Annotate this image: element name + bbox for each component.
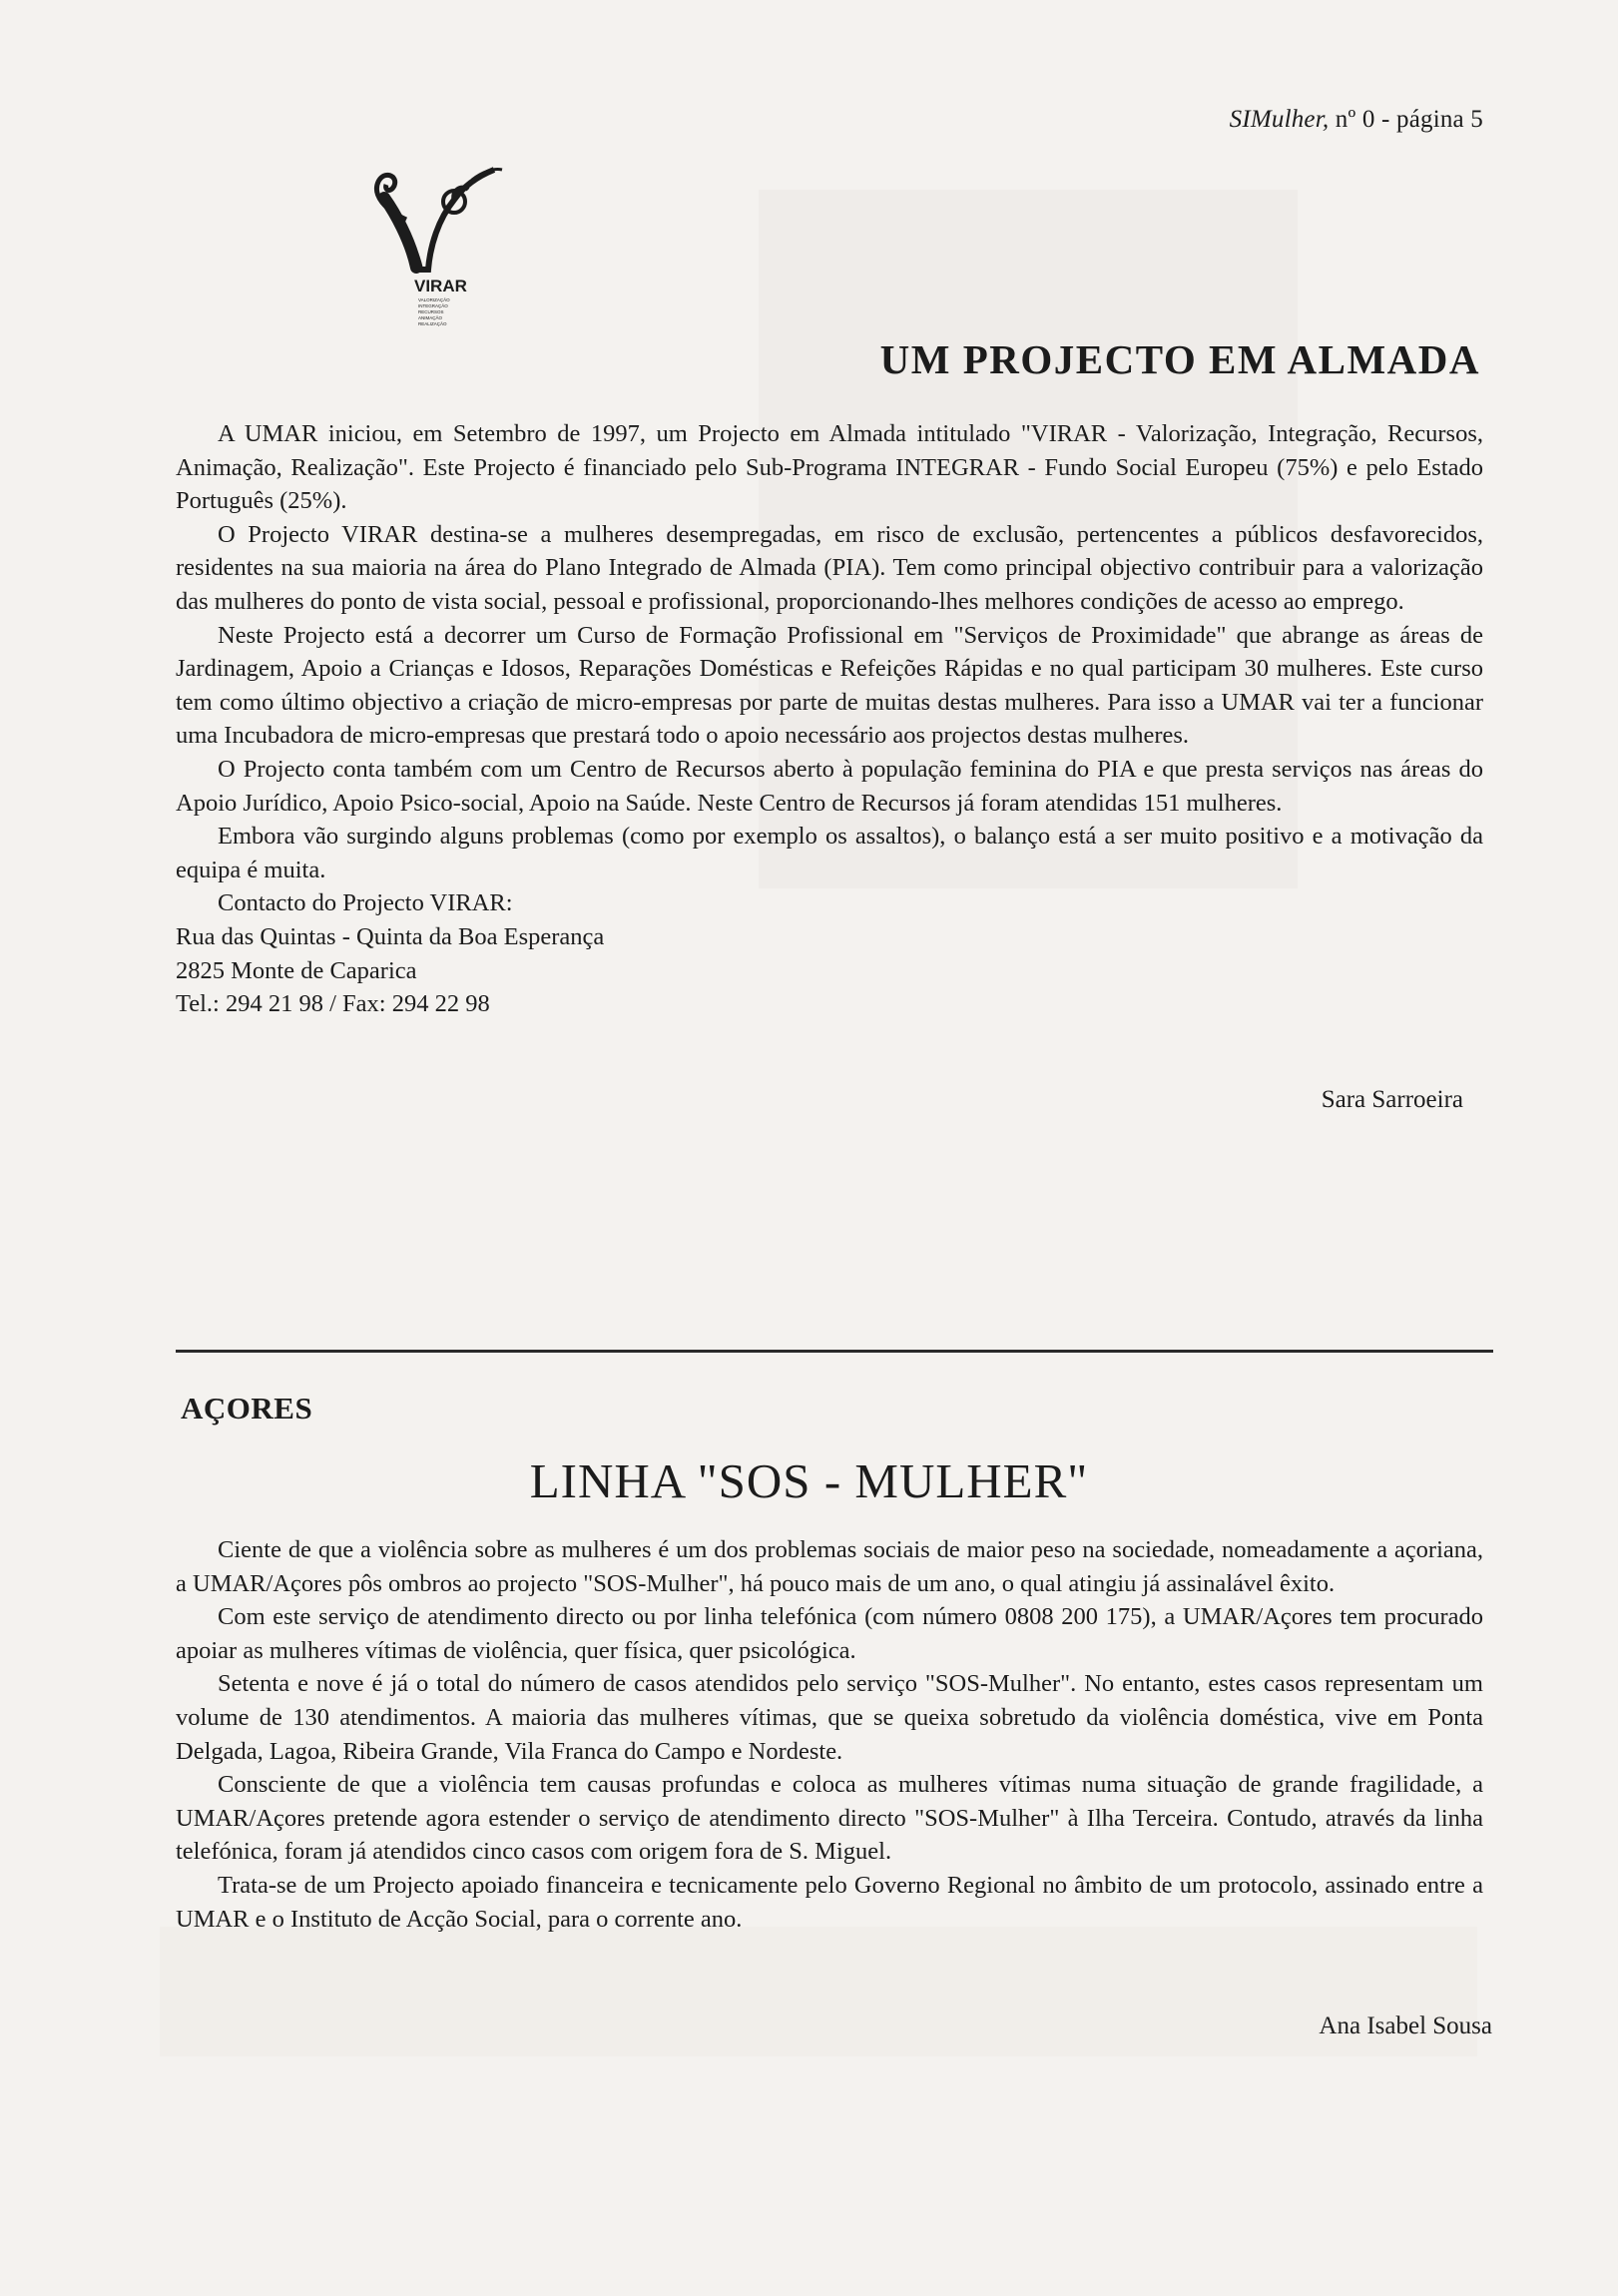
contact-postal: 2825 Monte de Caparica — [176, 956, 417, 984]
article-paragraph: Com este serviço de atendimento directo ou por linha telefónica (com número 0808 200 175), a UMAR/Açores tem procurado apoiar as mulheres vítimas de violência, quer física, quer psicológica. — [176, 1603, 1483, 1664]
article-body — [176, 1533, 1483, 1936]
publication-name: SIMulher, — [1229, 106, 1330, 133]
article-title: LINHA "SOS - MULHER" — [529, 1453, 1089, 1508]
virar-logo-graphic — [354, 150, 504, 339]
article-body — [176, 417, 1483, 1021]
logo-tagline: INTEGRAÇÃO — [418, 303, 448, 308]
bleed-through-shadow — [160, 1927, 1477, 2056]
logo-tagline: VALORIZAÇÃO — [418, 297, 450, 302]
article-author: Sara Sarroeira — [1321, 1086, 1463, 1113]
article-paragraph: Embora vão surgindo alguns problemas (como por exemplo os assaltos), o balanço está a ser muito positivo e a motivação da equipa é muita. — [176, 823, 1483, 883]
article-paragraph: O Projecto conta também com um Centro de Recursos aberto à população feminina do PIA e que presta serviços nas áreas do Apoio Jurídico, Apoio Psico-social, Apoio na Saúde. Neste Centro de Recursos já foram atendidas 151 mulheres. — [176, 755, 1483, 817]
article-paragraph: O Projecto VIRAR destina-se a mulheres desempregadas, em risco de exclusão, pertencentes a públicos desfavorecidos, residentes na sua maioria na área do Plano Integrado de Almada (PIA). Tem como principal objectivo contribuir para a valorização das mulheres do ponto de vista social, pessoal e profissional, proporcionando-lhes melhores condições de acesso ao emprego. — [176, 520, 1483, 615]
article-paragraph: Setenta e nove é já o total do número de casos atendidos pelo serviço "SOS-Mulher". No entanto, estes casos representam um volume de 130 atendimentos. A maioria das mulheres vítimas, que se queixa sobretudo da violência doméstica, vive em Ponta Delgada, Lagoa, Ribeira Grande, Vila Franca do Campo e Nordeste. — [176, 1670, 1483, 1765]
contact-heading: Contacto do Projecto VIRAR: — [218, 889, 513, 917]
contact-block — [176, 886, 1483, 1020]
article-title: UM PROJECTO EM ALMADA — [879, 336, 1480, 382]
article-paragraph: Consciente de que a violência tem causas profundas e coloca as mulheres vítimas numa situação de grande fragilidade, a UMAR/Açores pretende agora estender o serviço de atendimento directo "SOS-Mulher" à Ilha Terceira. Contudo, através da linha telefónica, foram já atendidos cinco casos com origem fora de S. Miguel. — [176, 1771, 1483, 1866]
article-paragraph: A UMAR iniciou, em Setembro de 1997, um Projecto em Almada intitulado "VIRAR - Valorização, Integração, Recursos, Animação, Realização". Este Projecto é financiado pelo Sub-Programa INTEGRAR - Fundo Social Europeu (75%) e pelo Estado Português (25%). — [176, 420, 1483, 515]
running-header — [1230, 106, 1483, 134]
logo-wordmark: VIRAR — [414, 277, 467, 295]
article-paragraph: Neste Projecto está a decorrer um Curso de Formação Profissional em "Serviços de Proximidade" que abrange as áreas de Jardinagem, Apoio a Crianças e Idosos, Reparações Domésticas e Refeições Rápidas e no qual participam 30 mulheres. Este curso tem como último objectivo a criação de micro-empresas por parte de muitas destas mulheres. Para isso a UMAR vai ter a funcionar uma Incubadora de micro-empresas que prestará todo o apoio necessário aos projectos destas mulheres. — [176, 621, 1483, 750]
section-divider — [176, 1350, 1493, 1353]
contact-phone: Tel.: 294 21 98 / Fax: 294 22 98 — [176, 990, 490, 1018]
article-paragraph: Ciente de que a violência sobre as mulheres é um dos problemas sociais de maior peso na sociedade, nomeadamente a açoriana, a UMAR/Açores pôs ombros ao projecto "SOS-Mulher", há pouco mais de um ano, o qual atingiu já assinalável êxito. — [176, 1536, 1483, 1597]
logo-tagline: ANIMAÇÃO — [418, 315, 443, 320]
article-paragraph: Trata-se de um Projecto apoiado financeira e tecnicamente pelo Governo Regional no âmbito de um protocolo, assinado entre a UMAR e o Instituto de Acção Social, para o corrente ano. — [176, 1871, 1483, 1933]
article-author: Ana Isabel Sousa — [1319, 2012, 1492, 2039]
logo-tagline: RECURSOS — [418, 309, 444, 314]
virar-logo — [354, 150, 504, 339]
logo-tagline: REALIZAÇÃO — [418, 321, 447, 326]
contact-address: Rua das Quintas - Quinta da Boa Esperança — [176, 922, 605, 950]
issue-page: nº 0 - página 5 — [1335, 106, 1483, 133]
section-label: AÇORES — [181, 1391, 313, 1426]
